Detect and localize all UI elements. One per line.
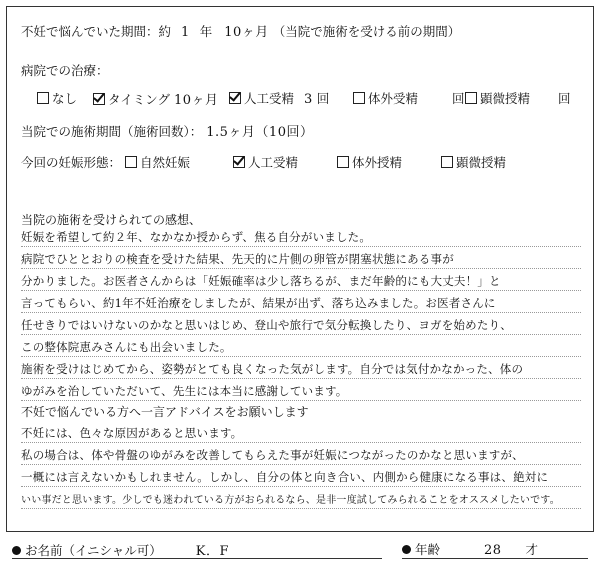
pregnancy-option-artificial[interactable]: 人工受精 — [233, 153, 298, 171]
checkbox-checked[interactable] — [93, 93, 105, 105]
age-value: 28 — [484, 543, 502, 558]
hospital-timing-detail: 10ヶ月 — [174, 93, 219, 108]
checkbox[interactable] — [465, 92, 477, 104]
ruled-line — [21, 508, 581, 509]
impressions-line: 妊娠を希望して約２年、なかなか授からず、焦る自分がいました。 — [21, 230, 372, 244]
impressions-line: 任せきりではいけないのかなと思いはじめ、登山や旅行で気分転換したり、ヨガを始めたり、 — [21, 318, 512, 332]
period-label: 不妊で悩んでいた期間：約 — [21, 24, 172, 39]
advice-line: 一概には言えないかもしれません。しかし、自分の体と向き合い、内側から健康になる事は、絶対に — [21, 470, 549, 484]
hospital-artificial-count: 3 — [304, 92, 313, 107]
clinic-period-value: 1.5ヶ月（10回） — [206, 125, 314, 140]
questionnaire-sheet — [6, 6, 594, 532]
checkbox[interactable] — [37, 92, 49, 104]
impressions-line: 分かりました。お医者さんからは「妊娠確率は少し落ちるが、まだ年齢的にも大丈夫！」と — [21, 274, 501, 288]
pregnancy-option-ivf[interactable]: 体外授精 — [337, 153, 402, 171]
advice-line: いい事だと思います。少しでも迷われている方がおられるなら、是非一度試してみられることをオススメしたいです。 — [21, 495, 560, 506]
impressions-line: 言ってもらい、約1年不妊治療をしましたが、結果が出ず、落ち込みました。お医者さんに — [21, 296, 496, 310]
ruled-line — [21, 442, 581, 443]
name-underline — [12, 558, 382, 559]
checkbox[interactable] — [353, 92, 365, 104]
age-underline — [402, 558, 588, 559]
period-row — [21, 21, 460, 40]
ruled-line — [21, 290, 581, 291]
name-value: K．F — [195, 544, 229, 559]
impressions-heading: 当院の施術を受けられての感想、 — [21, 213, 202, 227]
impressions-line: この整体院恵みさんにも出会いました。 — [21, 340, 232, 354]
pregnancy-label: 今回の妊娠形態： — [21, 155, 122, 170]
checkbox-checked[interactable] — [233, 156, 245, 168]
hospital-option-none[interactable]: なし — [37, 89, 77, 107]
ruled-line — [21, 312, 581, 313]
period-year-unit: 年 — [199, 24, 213, 39]
period-note: （当院で施術を受ける前の期間） — [272, 24, 461, 39]
hospital-option-artificial[interactable]: 人工受精 3 回 — [229, 89, 329, 107]
impressions-line: ゆがみを治していただいて、先生には本当に感謝しています。 — [21, 384, 348, 398]
age-unit: 才 — [525, 542, 539, 557]
advice-line: 私の場合は、体や骨盤のゆがみを改善してもらえた事が妊娠につながったのかなと思いますが、 — [21, 448, 524, 462]
checkbox[interactable] — [441, 156, 453, 168]
bullet-icon — [12, 546, 21, 555]
hospital-option-ivf[interactable]: 体外受精 回 — [353, 89, 465, 107]
ruled-line — [21, 246, 581, 247]
hospital-option-icsi[interactable]: 顕微授精 回 — [465, 89, 571, 107]
name-label: お名前（イニシャル可） — [25, 543, 162, 558]
name-field[interactable] — [12, 540, 229, 559]
advice-heading: 不妊で悩んでいる方へ一言アドバイスをお願いします — [21, 405, 309, 419]
ruled-line — [21, 378, 581, 379]
clinic-period-label: 当院での施術期間（施術回数）： — [21, 124, 203, 139]
checkbox[interactable] — [125, 156, 137, 168]
ruled-line — [21, 268, 581, 269]
period-years: 1 — [181, 25, 190, 40]
ruled-line — [21, 464, 581, 465]
hospital-label: 病院での治療： — [21, 63, 109, 78]
impressions-line: 施術を受けはじめてから、姿勢がとても良くなった気がします。自分では気付かなかった、体の — [21, 362, 524, 376]
hospital-option-timing[interactable]: タイミング 10ヶ月 — [93, 89, 219, 108]
pregnancy-option-icsi[interactable]: 顕微授精 — [441, 153, 506, 171]
age-label: 年齢 — [415, 542, 441, 557]
ruled-line — [21, 486, 581, 487]
age-field[interactable] — [402, 540, 538, 558]
checkbox-checked[interactable] — [229, 92, 241, 104]
impressions-line: 病院でひととおりの検査を受けた結果、先天的に片側の卵管が閉塞状態にある事が — [21, 252, 454, 266]
ruled-line — [21, 356, 581, 357]
clinic-period-row — [21, 121, 313, 140]
ruled-line — [21, 334, 581, 335]
ruled-line — [21, 400, 581, 401]
checkbox[interactable] — [337, 156, 349, 168]
period-months: 10ヶ月 — [224, 25, 269, 40]
bullet-icon — [402, 545, 411, 554]
pregnancy-option-natural[interactable]: 自然妊娠 — [125, 153, 190, 171]
advice-line: 不妊には、色々な原因があると思います。 — [21, 426, 243, 440]
